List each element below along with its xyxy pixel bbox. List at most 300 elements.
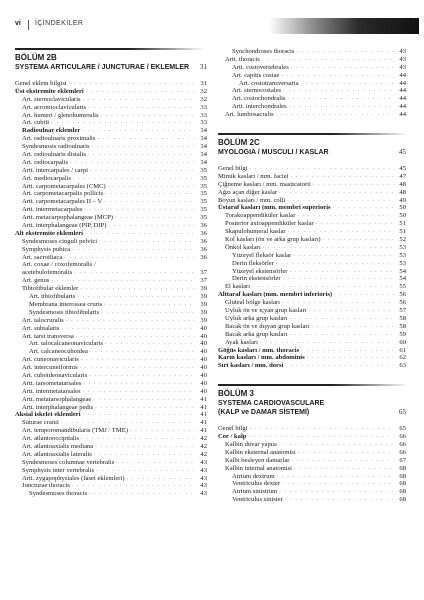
toc-entry: [15, 475, 207, 483]
toc-entry-page: 40: [200, 379, 207, 387]
section-subtitle: MYOLOGIA / MUSCULI / KASLAR 45: [218, 148, 406, 157]
toc-entry: [218, 315, 406, 323]
section-title: BÖLÜM 3: [218, 389, 254, 399]
toc-leader-dots: [96, 467, 195, 475]
toc-leader-dots: [99, 238, 195, 246]
toc-entry: [218, 111, 406, 119]
toc-entry-title: Syndesmosis tibiofibularis: [29, 308, 100, 316]
toc-leader-dots: [97, 135, 195, 143]
toc-leader-dots: [116, 459, 195, 467]
toc-entry: [218, 449, 406, 457]
section-subtitle-2: (KALP ve DAMAR SİSTEMİ) 65: [218, 408, 406, 417]
toc-entry: [15, 96, 207, 104]
toc-entry-title: Derin ekstensörler: [232, 275, 281, 283]
toc-entry-page: 44: [399, 79, 406, 87]
toc-entry: [218, 212, 406, 220]
toc-leader-dots: [85, 230, 195, 238]
toc-leader-dots: [279, 189, 394, 197]
toc-entry-title: Genel eklem bilgisi: [15, 80, 67, 87]
toc-entry-page: 68: [399, 480, 406, 488]
toc-entry: [15, 380, 207, 388]
toc-leader-dots: [297, 212, 394, 220]
toc-leader-dots: [82, 127, 195, 135]
toc-entry-page: 43: [399, 48, 406, 55]
toc-entry: [15, 348, 207, 356]
toc-entry-page: 44: [399, 87, 406, 95]
toc-entry-page: 34: [200, 151, 207, 159]
toc-list: [15, 80, 207, 498]
toc-leader-dots: [86, 88, 195, 96]
toc-entry-title: Skapulohumeral kaslar: [225, 228, 286, 236]
toc-list: [218, 425, 406, 504]
toc-entry-title: Yüzeyel fleksör kaslar: [232, 251, 292, 259]
toc-leader-dots: [291, 64, 394, 72]
toc-entry-title: Art. carpometacarpalis pollicis: [22, 190, 104, 198]
toc-leader-dots: [334, 291, 394, 299]
toc-entry: [218, 204, 406, 212]
toc-leader-dots: [323, 236, 394, 244]
toc-entry-title: Art. talocalcaneonavicularis: [29, 340, 103, 348]
toc-entry: [218, 236, 406, 244]
toc-entry-page: 33: [200, 119, 207, 127]
toc-entry: [15, 261, 207, 269]
toc-entry: [15, 482, 207, 490]
toc-entry-page: 44: [399, 111, 406, 119]
toc-leader-dots: [61, 325, 195, 333]
toc-entry-page: 48: [399, 188, 406, 196]
toc-leader-dots: [291, 457, 394, 465]
toc-entry: [15, 396, 207, 404]
toc-entry: [15, 317, 207, 325]
toc-leader-dots: [289, 103, 394, 111]
section-heading-3: [218, 384, 406, 417]
toc-entry: [218, 362, 406, 370]
toc-entry-title: Art. genus: [22, 277, 50, 285]
toc-entry-title: Suturae cranii: [22, 419, 59, 427]
toc-entry-page: 34: [200, 127, 207, 135]
toc-entry: [15, 246, 207, 254]
toc-entry-title: Artt. intermetacarpales: [22, 206, 83, 214]
toc-list: [218, 165, 406, 370]
toc-leader-dots: [81, 356, 195, 364]
toc-entry-title: Torakoappendiküler kaslar: [225, 212, 296, 220]
toc-leader-dots: [108, 183, 195, 191]
toc-entry: [218, 307, 406, 315]
toc-leader-dots: [285, 496, 394, 504]
toc-entry-title: Boyun kasları / mm. colli: [218, 196, 286, 204]
toc-entry-title: Art. intercuneiformis: [22, 364, 78, 372]
toc-entry-title: Art. atlantoaxialis mediana: [22, 442, 94, 450]
toc-entry-page: 52: [399, 236, 406, 244]
toc-entry: [15, 80, 207, 88]
toc-entry: [218, 48, 406, 56]
toc-leader-dots: [72, 246, 195, 254]
toc-entry: [15, 198, 207, 206]
toc-leader-dots: [262, 56, 394, 64]
toc-entry: [15, 285, 207, 293]
toc-entry-page: 40: [200, 387, 207, 395]
toc-leader-dots: [279, 488, 394, 496]
toc-leader-dots: [95, 443, 195, 451]
toc-entry: [218, 220, 406, 228]
toc-entry: [15, 222, 207, 230]
toc-entry: [218, 165, 406, 173]
toc-leader-dots: [89, 490, 195, 498]
toc-entry-title: Tibiofibular eklemler: [22, 285, 79, 293]
toc-leader-dots: [104, 198, 195, 206]
toc-entry: [15, 135, 207, 143]
toc-entry-title: Art. atlantooccipitalis: [22, 435, 80, 443]
toc-entry: [218, 181, 406, 189]
page-number: vi: [15, 20, 21, 27]
toc-leader-dots: [73, 175, 195, 183]
right-column: [218, 48, 406, 504]
toc-entry-page: 50: [399, 204, 406, 212]
toc-entry-title: Artt. costovertebrales: [232, 63, 289, 71]
toc-entry-page: 34: [200, 143, 207, 151]
toc-entry-title: Aksial iskelet eklemleri: [15, 411, 81, 419]
toc-entry-title: Önkol kasları: [225, 243, 261, 251]
toc-leader-dots: [127, 475, 195, 483]
toc-leader-dots: [277, 473, 394, 481]
toc-entry-title: Genel bilgi: [218, 425, 248, 433]
toc-entry-title: Art. cuneonavicularis: [22, 356, 79, 364]
toc-entry-title: Posterior axioappendiküler kaslar: [225, 220, 314, 228]
toc-entry: [15, 301, 207, 309]
toc-entry: [15, 112, 207, 120]
toc-entry-page: 41: [200, 411, 207, 419]
toc-entry-title: Art. radiocarpalis: [22, 158, 69, 166]
toc-entry-page: 66: [399, 433, 406, 441]
toc-entry-title: Ventriculus sinister: [232, 496, 283, 504]
toc-entry-title: Art. humeri / glenohumeralis: [22, 111, 99, 119]
toc-entry: [218, 173, 406, 181]
toc-entry: [15, 309, 207, 317]
header-decoration-bar: [269, 18, 419, 34]
toc-entry-page: 31: [200, 80, 207, 87]
toc-entry-page: 35: [200, 190, 207, 198]
toc-entry-page: 43: [200, 466, 207, 474]
toc-entry-title: Ağzı açan diğer kaslar: [218, 188, 278, 196]
toc-entry-title: Art. sternoclavicularis: [22, 95, 81, 103]
toc-leader-dots: [287, 95, 394, 103]
toc-leader-dots: [311, 323, 394, 331]
toc-entry-page: 41: [200, 403, 207, 411]
toc-leader-dots: [69, 80, 195, 88]
toc-entry-title: Kalbin duvar yapısı: [225, 440, 278, 448]
toc-leader-dots: [83, 96, 195, 104]
toc-entry-title: Art. radioulnaris proximalis: [22, 135, 96, 143]
toc-leader-dots: [282, 480, 394, 488]
toc-entry-title: Art. calcaneocuboidea: [29, 348, 88, 356]
toc-entry-title: Artt. metatarsophalangeae: [22, 395, 92, 403]
toc-leader-dots: [296, 48, 394, 56]
toc-entry-title: Kalbin eksternal anatomisi: [225, 448, 296, 456]
toc-entry-title: Bacak arka grup kasları: [225, 330, 288, 338]
toc-entry: [218, 268, 406, 276]
toc-entry: [218, 56, 406, 64]
toc-leader-dots: [333, 204, 394, 212]
toc-entry-page: 40: [200, 324, 207, 332]
toc-entry-page: 67: [399, 456, 406, 464]
toc-entry: [15, 175, 207, 183]
toc-entry-page: 35: [200, 174, 207, 182]
toc-entry: [15, 451, 207, 459]
toc-entry-title: Art. talocruralis: [22, 316, 64, 324]
toc-leader-dots: [291, 173, 395, 181]
toc-entry-page: 40: [200, 356, 207, 364]
toc-entry: [15, 340, 207, 348]
left-column: [15, 48, 207, 498]
toc-entry: [218, 441, 406, 449]
toc-entry-title: Symphysis pubica: [22, 245, 71, 253]
toc-entry-page: 51: [399, 228, 406, 236]
toc-entry-title: Juncturae thoracis: [22, 482, 70, 490]
section-heading-2b: [15, 48, 207, 72]
toc-leader-dots: [307, 354, 394, 362]
toc-entry: [15, 356, 207, 364]
toc-entry-page: 54: [399, 267, 406, 275]
toc-entry-page: 57: [399, 307, 406, 315]
toc-entry-page: 35: [200, 206, 207, 214]
toc-entry-page: 43: [200, 490, 207, 498]
toc-entry-title: Art. costochondralis: [232, 95, 286, 103]
toc-leader-dots: [260, 339, 394, 347]
toc-entry-page: 39: [200, 308, 207, 316]
toc-entry-page: 53: [399, 259, 406, 267]
toc-entry-title: Artt. intermetatarsales: [22, 387, 81, 395]
toc-entry-page: 32: [200, 87, 207, 95]
toc-entry-page: 68: [399, 472, 406, 480]
toc-entry-page: 44: [399, 71, 406, 79]
toc-entry-page: 34: [200, 158, 207, 166]
toc-entry-title: Kalbin internal anatomisi: [225, 464, 293, 472]
section-rule: [15, 48, 205, 50]
toc-entry: [218, 197, 406, 205]
toc-leader-dots: [88, 151, 195, 159]
toc-entry-title: El kasları: [225, 283, 251, 291]
page-header: [15, 18, 419, 34]
toc-entry-title: Art. radioulnaris distalis: [22, 151, 86, 159]
toc-entry: [15, 254, 207, 262]
toc-entry-title: Kalbi besleyen damarlar: [225, 456, 290, 464]
toc-entry-page: 66: [399, 440, 406, 448]
toc-entry: [15, 372, 207, 380]
toc-entry-page: 43: [200, 458, 207, 466]
toc-entry-title: Artt. metacarpophalangeae (MCP): [22, 214, 113, 222]
toc-entry: [15, 435, 207, 443]
toc-entry-title: Mimik kasları / mm. faciei: [218, 172, 289, 180]
toc-leader-dots: [88, 104, 195, 112]
toc-leader-dots: [287, 197, 394, 205]
toc-entry-page: 35: [200, 182, 207, 190]
toc-entry-page: 50: [399, 212, 406, 220]
toc-entry: [218, 283, 406, 291]
toc-leader-dots: [83, 388, 195, 396]
toc-entry: [15, 143, 207, 151]
toc-entry-page: 41: [200, 419, 207, 427]
toc-leader-dots: [104, 301, 195, 309]
toc-entry: [15, 333, 207, 341]
toc-entry-title: Symphysis inter vertebralis: [22, 466, 95, 474]
toc-entry-page: 42: [200, 442, 207, 450]
toc-leader-dots: [279, 441, 394, 449]
toc-entry-title: Genel bilgi: [218, 165, 248, 173]
toc-entry-title: Bacak ön ve dışyan grup kasları: [225, 322, 310, 330]
toc-entry: [218, 339, 406, 347]
toc-entry-title: Art. temporomandibularis (TMJ / TME): [22, 427, 128, 435]
toc-entry-page: 42: [200, 450, 207, 458]
toc-leader-dots: [282, 299, 394, 307]
toc-entry: [218, 72, 406, 80]
toc-entry-title: Art. cubiti: [22, 119, 50, 127]
toc-entry: [218, 291, 406, 299]
toc-leader-dots: [298, 449, 394, 457]
section-rule: [218, 133, 408, 135]
toc-entry: [15, 490, 207, 498]
toc-leader-dots: [70, 159, 195, 167]
toc-leader-dots: [283, 87, 394, 95]
toc-entry-title: Art. lumbosacralis: [225, 111, 274, 119]
toc-entry: [218, 488, 406, 496]
toc-leader-dots: [301, 347, 394, 355]
toc-entry-page: 39: [200, 316, 207, 324]
toc-entry: [218, 347, 406, 355]
toc-entry: [15, 88, 207, 96]
toc-entry: [218, 260, 406, 268]
toc-entry: [15, 404, 207, 412]
toc-entry-page: 48: [399, 180, 406, 188]
toc-leader-dots: [281, 72, 394, 80]
toc-leader-dots: [105, 190, 195, 198]
toc-leader-dots: [288, 228, 394, 236]
section-rule: [218, 384, 408, 386]
toc-entry-page: 36: [200, 229, 207, 237]
toc-leader-dots: [66, 317, 195, 325]
toc-entry-title: Kol kasları (ön ve arka grup kasları): [225, 236, 321, 244]
toc-leader-dots: [95, 404, 195, 412]
toc-leader-dots: [283, 275, 394, 283]
toc-entry: [218, 496, 406, 504]
toc-entry-page: 37: [200, 277, 207, 285]
toc-entry-title: Art. sternocostales: [232, 87, 282, 95]
toc-entry-page: 43: [399, 55, 406, 63]
toc-entry: [15, 119, 207, 127]
toc-entry: [218, 323, 406, 331]
toc-leader-dots: [316, 220, 394, 228]
toc-entry: [15, 419, 207, 427]
toc-entry: [218, 425, 406, 433]
toc-entry-page: 33: [200, 111, 207, 119]
toc-entry: [15, 104, 207, 112]
toc-entry: [15, 388, 207, 396]
toc-leader-dots: [249, 165, 394, 173]
toc-entry-page: 39: [200, 293, 207, 301]
toc-entry-title: Radioulnar eklemler: [22, 127, 81, 135]
toc-entry-title: Gluteal bölge kasları: [225, 299, 280, 307]
toc-entry: [15, 183, 207, 191]
toc-entry: [218, 80, 406, 88]
toc-leader-dots: [80, 285, 195, 293]
toc-entry: [15, 277, 207, 285]
toc-entry-page: 47: [399, 172, 406, 180]
toc-entry-title: Art. acromioclavicularis: [22, 103, 87, 111]
toc-leader-dots: [252, 283, 394, 291]
toc-leader-dots: [276, 260, 394, 268]
toc-entry: [218, 87, 406, 95]
toc-entry-page: 62: [399, 354, 406, 362]
toc-entry-page: 32: [200, 95, 207, 103]
toc-entry-title: Artt. intercarpales / carpi: [22, 166, 88, 174]
toc-leader-dots: [80, 364, 195, 372]
toc-list: [218, 48, 406, 119]
toc-entry-page: 40: [200, 348, 207, 356]
toc-entry-page: 43: [200, 482, 207, 490]
toc-leader-dots: [248, 433, 394, 441]
toc-leader-dots: [289, 315, 394, 323]
toc-entry-title: Syndesmosis radioulnaris: [22, 143, 90, 151]
toc-entry: [218, 103, 406, 111]
toc-entry-title: Art. mediocarpalis: [22, 174, 72, 182]
toc-entry-page: 53: [399, 243, 406, 251]
toc-entry-title: acetebulofemoralis: [22, 269, 73, 277]
toc-leader-dots: [64, 254, 195, 262]
toc-leader-dots: [108, 222, 195, 230]
toc-entry-title: Syndesmoses cinguli pelvici: [22, 237, 98, 245]
toc-entry-title: Göğüs kasları / mm. thoracis: [218, 346, 300, 354]
toc-leader-dots: [101, 309, 195, 317]
toc-entry-page: 36: [200, 253, 207, 261]
toc-entry-title: Artt. interphalangeae (PIP, DIP): [22, 222, 107, 230]
toc-entry-page: 63: [399, 362, 406, 370]
toc-entry: [218, 299, 406, 307]
toc-entry: [15, 459, 207, 467]
toc-entry-page: 68: [399, 464, 406, 472]
toc-entry-page: 43: [399, 63, 406, 71]
toc-entry: [15, 427, 207, 435]
toc-entry: [218, 252, 406, 260]
toc-entry-page: 53: [399, 251, 406, 259]
toc-entry-page: 40: [200, 332, 207, 340]
section-subtitle: SYSTEMA CARDIOVASCULARE: [218, 400, 325, 408]
toc-entry: [218, 480, 406, 488]
toc-entry: [15, 293, 207, 301]
toc-entry-title: Artt. tarsometatarsales: [22, 379, 82, 387]
toc-entry: [218, 95, 406, 103]
toc-entry: [218, 244, 406, 252]
toc-entry-title: Ventriculus dexter: [232, 480, 281, 488]
toc-entry: [15, 364, 207, 372]
toc-entry-title: Artt. interphalangeae pedis: [22, 403, 94, 411]
toc-entry-title: Uyluk ön ve içyan grup kasları: [225, 307, 307, 315]
toc-entry-title: Artt. carpometacarpales II – V: [22, 198, 103, 206]
toc-entry-title: Art. cuboideonavicularis: [22, 371, 88, 379]
toc-entry-page: 37: [200, 269, 207, 277]
toc-entry: [15, 214, 207, 222]
toc-entry: [218, 331, 406, 339]
toc-entry-title: Art. sacroiliaca: [22, 253, 63, 261]
toc-entry: [218, 465, 406, 473]
toc-entry-page: 35: [200, 166, 207, 174]
toc-leader-dots: [81, 435, 195, 443]
toc-leader-dots: [263, 244, 394, 252]
header-title: İÇİNDEKİLER: [35, 20, 84, 27]
toc-leader-dots: [105, 340, 195, 348]
toc-entry-title: Ayak kasları: [225, 338, 258, 346]
toc-entry-title: Art. coxae / coxofemoralis /: [22, 261, 96, 269]
toc-entry-page: 55: [399, 283, 406, 291]
toc-leader-dots: [83, 411, 195, 419]
